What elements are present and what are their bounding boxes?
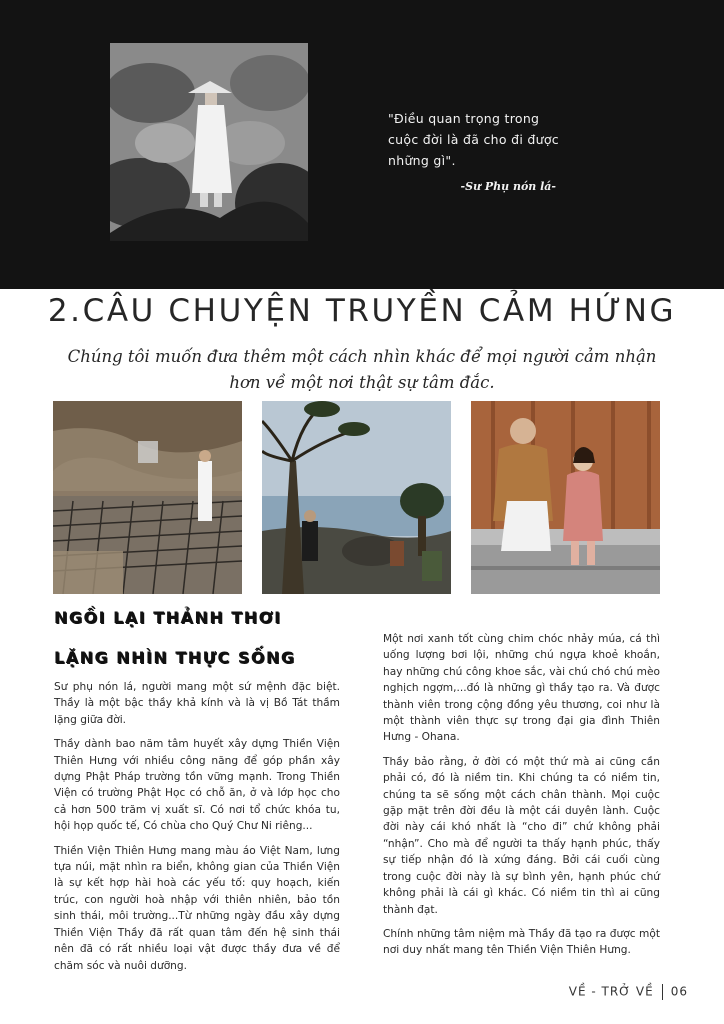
monk-with-child-photo (471, 401, 660, 594)
subheading-line-2: LẶNG NHÌN THỰC SỐNG (54, 648, 296, 667)
right-paragraph: Thầy bảo rằng, ở đời có một thứ mà ai cũng cần phải có, đó là niềm tin. Khi chúng ta có niềm tin, chúng ta sẽ sống một cách chân thành. Mọi cuộc gặp mặt trên đời đều là một cái duyên lành. Cuộc đời này cái khó nhất là “cho đi” chứ không phải “nhận”. Cho mà để người ta thấy hạnh phúc, thấy sự tiếp nhận đó là xứng đáng. Bởi cái cuối cùng trong cuộc đời này là sự bình yên, hạnh phúc chứ không phải là cái gì khác. Có niềm tin thì ai cũng thành đạt. (383, 755, 660, 916)
monk-among-leaves-photo (110, 43, 308, 241)
right-column (383, 631, 660, 967)
seaside-tree-photo (262, 401, 451, 594)
left-paragraph: Thầy dành bao năm tâm huyết xây dựng Thiền Viện Thiên Hưng với nhiều công năng để góp phần xây dựng Phật Pháp trường tồn vững mạnh. Trong Thiền Viện có trường Phật Học có chỗ ăn, ở và lớp học cho cả hơn 500 trăm vị xuất sĩ. Có nơi tổ chức khóa tu, hội họp quốc tế, Có chùa cho Quý Chư Ni riêng... (54, 738, 340, 833)
section-subtitle: Chúng tôi muốn đưa thêm một cách nhìn khác để mọi người cảm nhận hơn về một nơi thật sự tâm đắc. (67, 347, 657, 392)
right-paragraph: Một nơi xanh tốt cùng chim chóc nhảy múa, cá thì uống lượng bơi lội, những chú ngựa khoẻ khoắn, hay những chú công khoe sắc, vài chú chó chú mèo nghịch ngợm,...đó là những gì thầy tạo ra. Và được thành viên trong cộng đồng yêu thương, coi như là một thành viên thực sự trong đại gia đình Thiên Hưng - Ohana. (383, 633, 660, 744)
subheading-line-1: NGỒI LẠI THẢNH THƠI (54, 608, 282, 627)
page-footer (569, 984, 688, 1000)
left-paragraph: Sư phụ nón lá, người mang một sứ mệnh đặc biệt. Thầy là một bậc thầy khả kính và là vị Bồ Tát thầm lặng giữa đời. (54, 681, 340, 726)
left-paragraph: Thiền Viện Thiên Hưng mang màu áo Việt Nam, lưng tựa núi, mặt nhìn ra biển, không gian của Thiền Viện là sự kết hợp hài hoà các yếu tố: quy hoạch, kiến trúc, con người hoà nhập với thiên nhiên, bảo tồn sinh thái, môi trường...Từ những ngày đầu xây dựng Thiền Viện Thầy đã rất quan tâm đến hệ sinh thái nên đã có rất nhiều loại vật được thầy đưa về để chăm sóc và nuôi dưỡng. (54, 844, 340, 972)
banner-quote-author: -Sư Phụ nón lá- (460, 180, 556, 193)
right-paragraph: Chính những tâm niệm mà Thầy đã tạo ra được một nơi duy nhất mang tên Thiền Viện Thiên Hưng. (383, 927, 660, 957)
section-title: 2.CÂU CHUYỆN TRUYỀN CẢM HỨNG (47, 293, 677, 329)
header-banner (0, 0, 724, 289)
footer-divider (662, 984, 663, 1000)
construction-site-photo (53, 401, 242, 594)
page-number: 06 (670, 984, 688, 999)
left-column (54, 679, 340, 982)
footer-label: VỀ - TRỞ VỀ (568, 984, 654, 999)
banner-quote: "Điều quan trọng trong cuộc đời là đã cho đi được những gì". (388, 111, 559, 168)
